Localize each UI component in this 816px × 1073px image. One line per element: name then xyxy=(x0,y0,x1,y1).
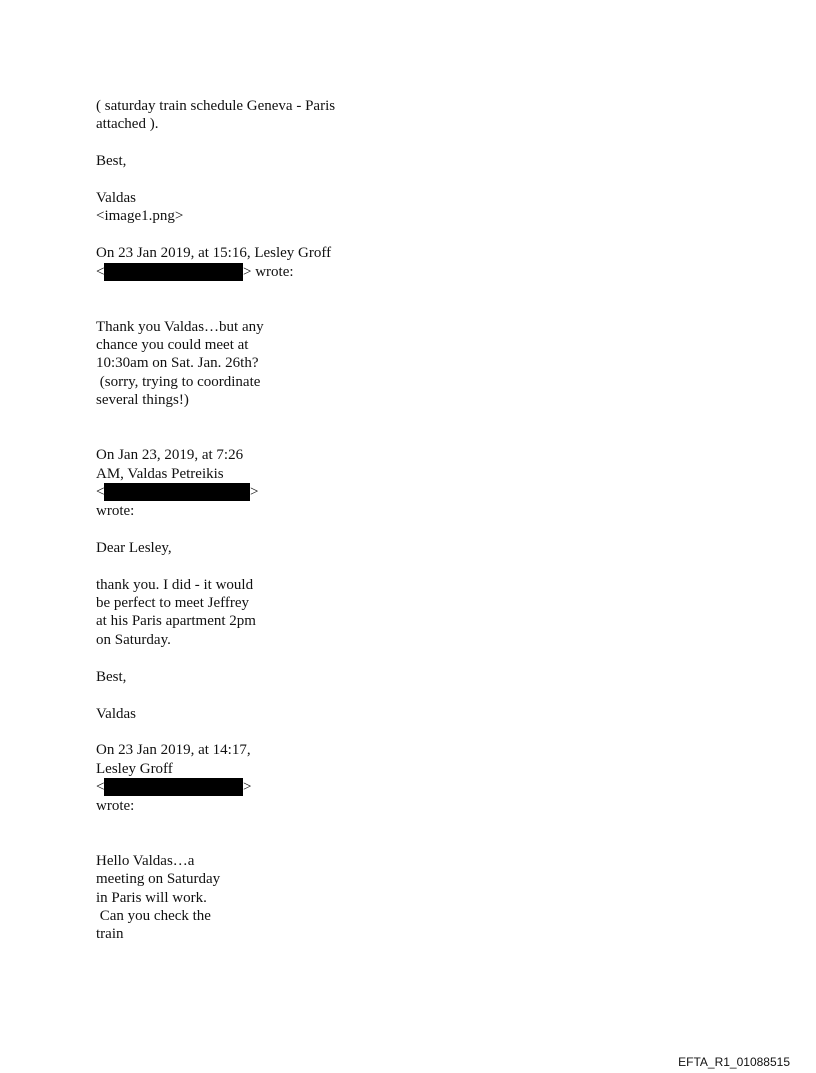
quote-header: Lesley Groff xyxy=(96,761,173,777)
body-line: attached ). xyxy=(96,116,159,132)
quote-body-line: Thank you Valdas…but any xyxy=(96,319,264,335)
quote-body-line: on Saturday. xyxy=(96,632,171,648)
greeting: Dear Lesley, xyxy=(96,540,172,556)
document-id: EFTA_R1_01088515 xyxy=(678,1055,790,1069)
quote-body-line: be perfect to meet Jeffrey xyxy=(96,595,249,611)
quote-body-line: 10:30am on Sat. Jan. 26th? xyxy=(96,355,259,371)
quote-header-lt: < xyxy=(96,779,105,795)
quote-body-line: in Paris will work. xyxy=(96,890,207,906)
quote-header-gt: > xyxy=(243,779,252,795)
attachment-reference: <image1.png> xyxy=(96,208,184,224)
quote-body-line: several things!) xyxy=(96,392,189,408)
quote-body-line: Can you check the xyxy=(96,908,211,924)
quote-header-gt: > xyxy=(250,484,259,500)
signoff: Best, xyxy=(96,153,127,169)
quote-body-line: Hello Valdas…a xyxy=(96,853,195,869)
sender-name: Valdas xyxy=(96,190,136,206)
sender-name: Valdas xyxy=(96,706,136,722)
quote-header-wrote: > wrote: xyxy=(243,264,294,280)
body-line: ( saturday train schedule Geneva - Paris xyxy=(96,98,336,114)
quote-body-line: thank you. I did - it would xyxy=(96,577,254,593)
quote-body-line: at his Paris apartment 2pm xyxy=(96,613,256,629)
redaction-bar xyxy=(104,778,243,796)
quote-body-line: train xyxy=(96,926,124,942)
redaction-bar xyxy=(104,263,243,281)
quote-header-lt: < xyxy=(96,264,105,280)
redaction-bar xyxy=(104,483,250,501)
quote-header: AM, Valdas Petreikis xyxy=(96,466,224,482)
signoff: Best, xyxy=(96,669,127,685)
quote-body-line: (sorry, trying to coordinate xyxy=(96,374,261,390)
quote-header: On 23 Jan 2019, at 15:16, Lesley Groff xyxy=(96,245,332,261)
quote-header-lt: < xyxy=(96,484,105,500)
quote-body-line: meeting on Saturday xyxy=(96,871,221,887)
quote-header: On 23 Jan 2019, at 14:17, xyxy=(96,742,251,758)
quote-header-wrote: wrote: xyxy=(96,503,135,519)
quote-body-line: chance you could meet at xyxy=(96,337,249,353)
quote-header-wrote: wrote: xyxy=(96,798,135,814)
quote-header: On Jan 23, 2019, at 7:26 xyxy=(96,447,244,463)
